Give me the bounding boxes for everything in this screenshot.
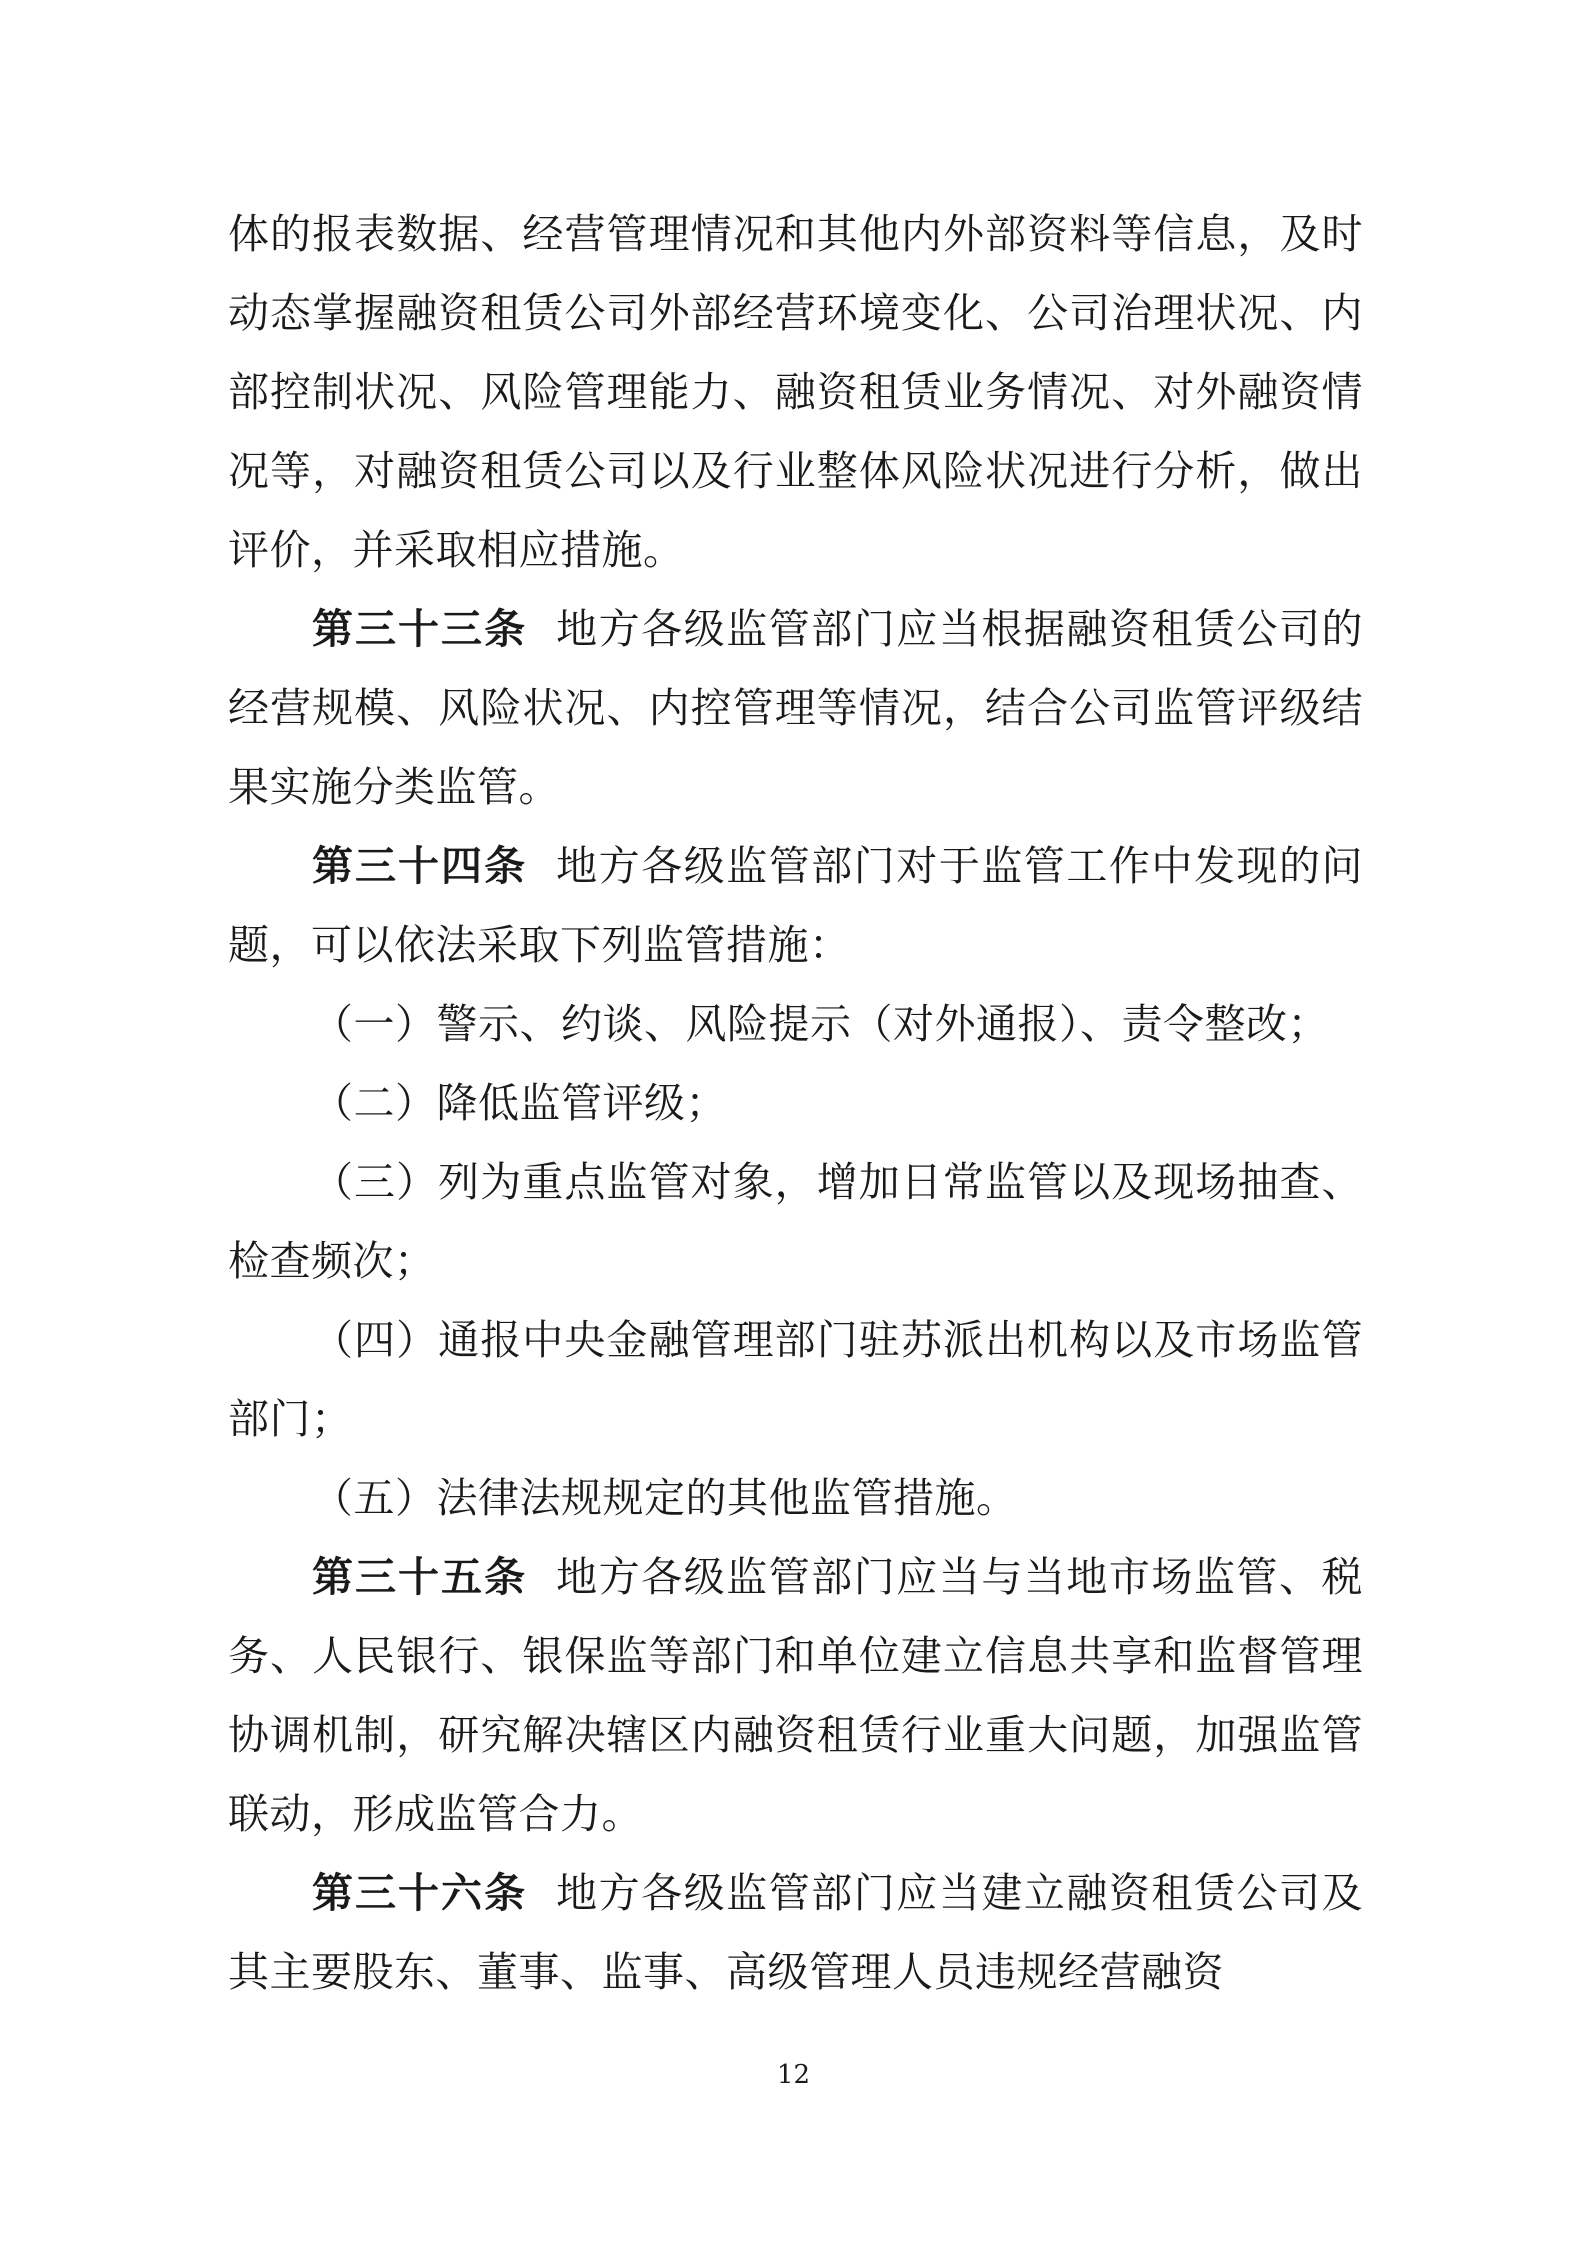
page-body xyxy=(228,195,1363,2012)
article-34-text: 地方各级监管部门对于监管工作中发现的问题，可以依法采取下列监管措施： xyxy=(228,842,1364,969)
list-item-2: （二）降低监管评级； xyxy=(312,1079,727,1127)
article-35 xyxy=(228,1538,1363,1854)
article-36-text: 地方各级监管部门应当建立融资租赁公司及其主要股东、董事、监事、高级管理人员违规经营融资 xyxy=(228,1869,1364,1996)
list-item-1: （一）警示、约谈、风险提示（对外通报）、责令整改； xyxy=(312,1000,1329,1048)
article-35-text: 地方各级监管部门应当与当地市场监管、税务、人民银行、银保监等部门和单位建立信息共享和监督管理协调机制，研究解决辖区内融资租赁行业重大问题，加强监管联动，形成监管合力。 xyxy=(228,1553,1364,1838)
article-33 xyxy=(228,590,1363,827)
article-34 xyxy=(228,827,1363,985)
paragraph-continued: 体的报表数据、经营管理情况和其他内外部资料等信息，及时动态掌握融资租赁公司外部经营环境变化、公司治理状况、内部控制状况、风险管理能力、融资租赁业务情况、对外融资情况等，对融资租赁公司以及行业整体风险状况进行分析，做出评价，并采取相应措施。 xyxy=(228,210,1363,574)
article-36-label: 第三十六条 xyxy=(312,1869,528,1917)
article-35-label: 第三十五条 xyxy=(312,1553,528,1601)
article-36 xyxy=(228,1854,1363,2012)
article-33-label: 第三十三条 xyxy=(312,605,528,653)
list-item-4: （四）通报中央金融管理部门驻苏派出机构以及市场监管部门； xyxy=(228,1316,1363,1443)
article-34-label: 第三十四条 xyxy=(312,842,528,890)
list-item-5: （五）法律法规规定的其他监管措施。 xyxy=(312,1474,1018,1522)
list-item-3: （三）列为重点监管对象，增加日常监管以及现场抽查、检查频次； xyxy=(228,1158,1363,1285)
article-33-text: 地方各级监管部门应当根据融资租赁公司的经营规模、风险状况、内控管理等情况，结合公司监管评级结果实施分类监管。 xyxy=(228,605,1364,811)
page-number: 12 xyxy=(776,2060,811,2090)
